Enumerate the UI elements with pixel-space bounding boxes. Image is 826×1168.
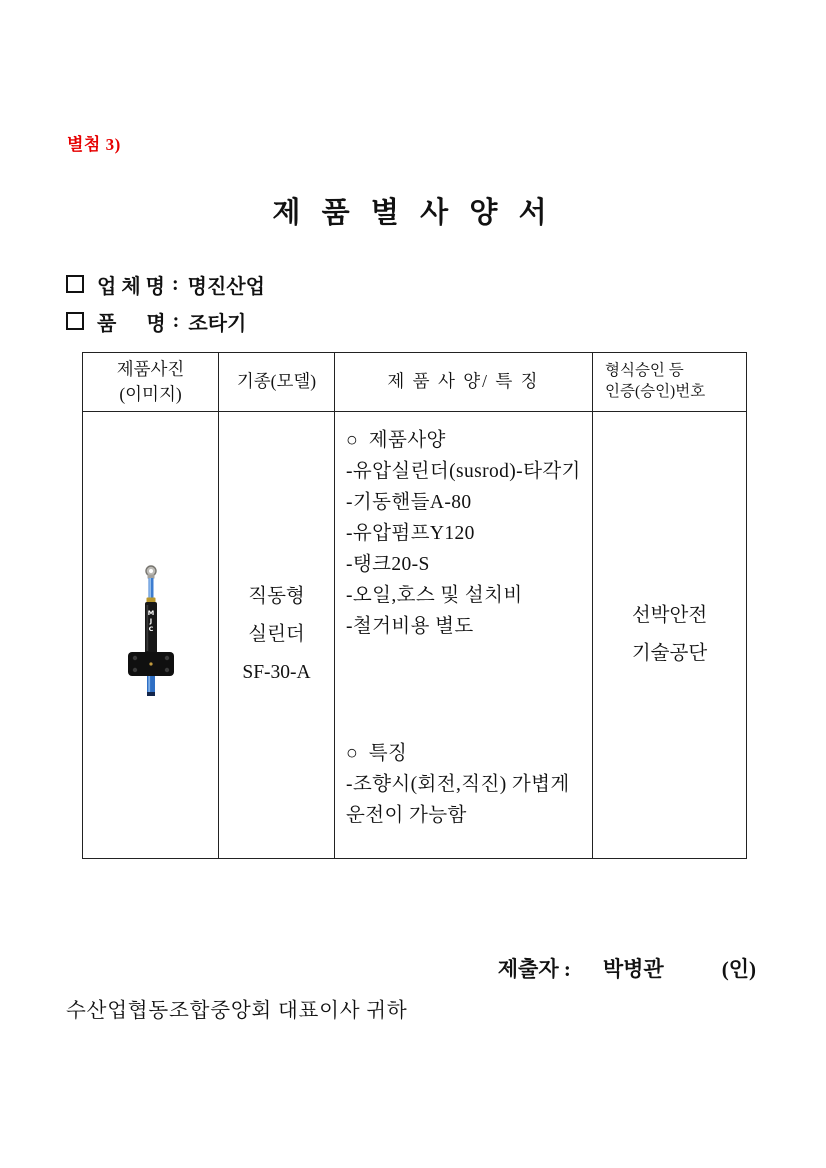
- header-photo: [83, 353, 219, 412]
- submitter-line: [0, 953, 756, 983]
- header-spec: 제 품 사 양/ 특 징: [335, 353, 593, 412]
- product-label: 품 명: [97, 312, 166, 335]
- table-body-row: [83, 412, 747, 859]
- spec-item: -유압펌프Y120: [346, 523, 475, 544]
- approval-line: 기술공단: [631, 643, 708, 664]
- header-approval-line1: 형식승인 등: [605, 362, 684, 380]
- info-block: [66, 272, 265, 346]
- header-approval-line2: 인증(승인)번호: [605, 383, 706, 400]
- approval-line: 선박안전: [631, 605, 708, 626]
- company-label: 업 체 명: [97, 275, 165, 298]
- header-approval: [593, 353, 747, 412]
- model-cell: [219, 412, 335, 859]
- approval-cell: [593, 412, 747, 859]
- seal-mark: (인): [721, 957, 756, 981]
- svg-text:J: J: [149, 617, 152, 625]
- product-name-line: [66, 309, 265, 333]
- feature-section: [346, 738, 586, 831]
- spec-section: [346, 425, 586, 642]
- attachment-label: 별첨 3): [67, 135, 121, 154]
- header-model: 기종(모델): [219, 353, 335, 412]
- submitter-label: 제출자 :: [497, 957, 571, 981]
- checkbox-icon: [66, 275, 84, 293]
- spec-item: -기동핸들A-80: [346, 492, 472, 513]
- header-photo-line1: 제품사진: [116, 358, 185, 379]
- checkbox-icon: [66, 312, 84, 330]
- feature-heading: ○ 특징: [346, 743, 408, 764]
- spec-item: -탱크20-S: [346, 554, 430, 575]
- product-value: 조타기: [188, 312, 247, 335]
- feature-item: 운전이 가능함: [346, 805, 467, 826]
- product-photo-cell: [83, 412, 219, 859]
- spec-heading: ○ 제품사양: [346, 430, 446, 451]
- svg-text:M: M: [147, 609, 154, 617]
- feature-item: -조향시(회전,직진) 가볍게: [346, 774, 570, 795]
- model-line: SF-30-A: [242, 662, 311, 683]
- spec-item: -오일,호스 및 설치비: [346, 585, 523, 606]
- spec-item: -철거비용 별도: [346, 616, 474, 637]
- page-title: 제 품 별 사 양 서: [272, 197, 554, 229]
- company-value: 명진산업: [187, 275, 265, 298]
- spec-item: -유압실린더(susrod)-타각기: [346, 461, 581, 482]
- colon-separator: :: [171, 272, 179, 295]
- model-line: 실린더: [248, 624, 305, 645]
- hydraulic-cylinder-photo: [126, 565, 176, 700]
- model-line: 직동형: [248, 586, 305, 607]
- recipient-line: 수산업협동조합중앙회 대표이사 귀하: [66, 1000, 408, 1022]
- spec-cell: [335, 412, 593, 859]
- table-header-row: [83, 353, 747, 412]
- company-name-line: [66, 272, 265, 296]
- product-spec-table: [82, 352, 747, 859]
- colon-separator: :: [172, 309, 180, 332]
- header-photo-line2: (이미지): [119, 384, 182, 404]
- submitter-name: 박병관: [602, 957, 664, 981]
- svg-text:C: C: [148, 625, 153, 633]
